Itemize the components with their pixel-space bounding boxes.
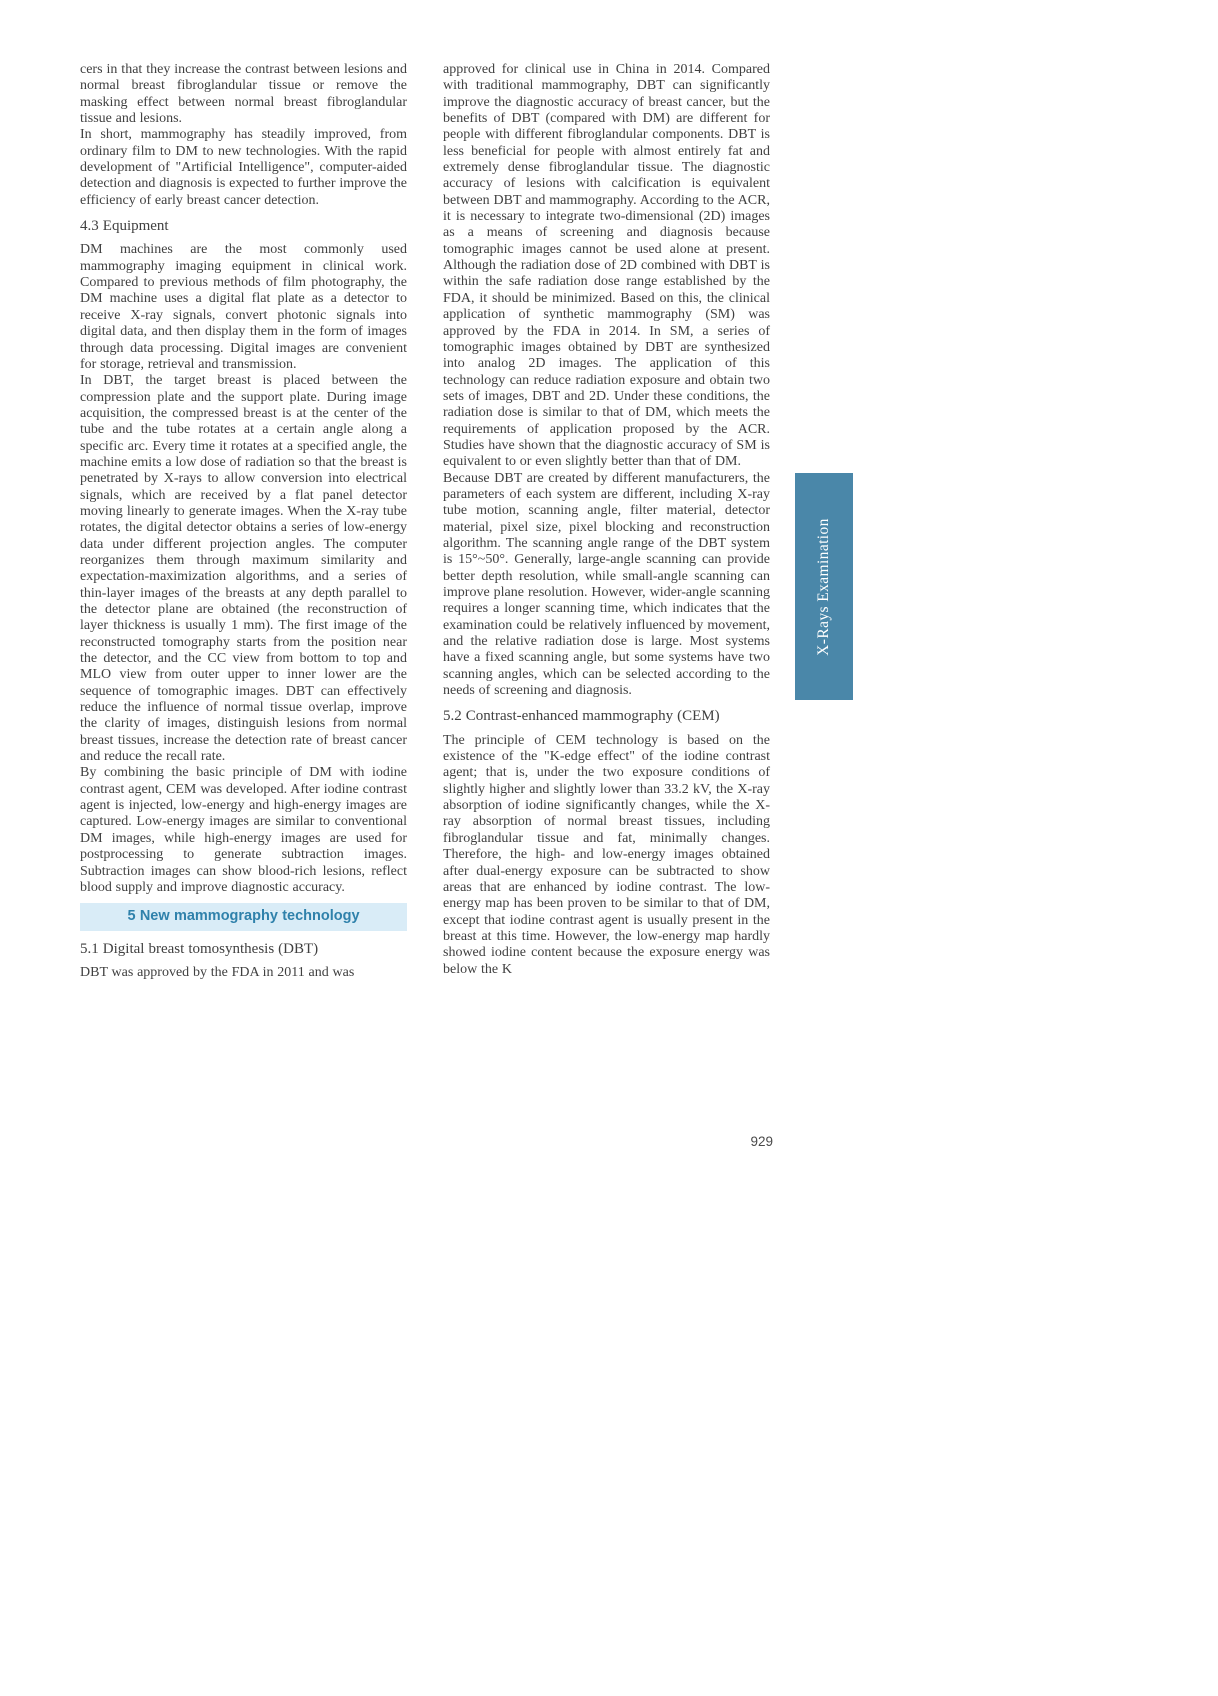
left-column — [80, 62, 407, 981]
body-paragraph: By combining the basic principle of DM with iodine contrast agent, CEM was developed. After iodine contrast agent is injected, low-energy and high-energy images are captured. Low-energy images are similar to conventional DM images, while high-energy images are used for postprocessing to generate subtraction images. Subtraction images can show blood-rich lesions, reflect blood supply and improve diagnostic accuracy. — [80, 765, 407, 895]
chapter-edge-tab-label: X-Rays Examination — [815, 517, 833, 656]
page-number: 929 — [750, 1134, 773, 1149]
subsection-heading-dbt: 5.1 Digital breast tomosynthesis (DBT) — [80, 940, 319, 957]
body-paragraph: DBT was approved by the FDA in 2011 and was — [80, 964, 355, 980]
body-paragraph: DM machines are the most commonly used mammography imaging equipment in clinical work. Compared to previous methods of film photography, the DM machine uses a digital flat plate as a detector to receive X-ray signals, convert photonic signals into digital data, and then display them in the form of images through data processing. Digital images are convenient for storage, retrieval and transmission. — [80, 242, 407, 372]
text-columns — [80, 62, 770, 981]
body-paragraph: cers in that they increase the contrast between lesions and normal breast fibroglandular tissue or remove the masking effect between normal breast fibroglandular tissue and lesions. — [80, 62, 407, 127]
body-paragraph: approved for clinical use in China in 2014. Compared with traditional mammography, DBT can significantly improve the diagnostic accuracy of breast cancer, but the benefits of DBT (compared with DM) are different for people with different fibroglandular components. DBT is less beneficial for people with almost entirely fat and extremely dense fibroglandular tissue. The diagnostic accuracy of lesions with calcification is equivalent between DBT and mammography. According to the ACR, it is necessary to integrate two-dimensional (2D) images as a means of screening and diagnosis because tomographic images cannot be used alone at present. Although the radiation dose of 2D combined with DBT is within the safe radiation dose range established by the FDA, it should be minimized. Based on this, the clinical application of synthetic mammography (SM) was approved by the FDA in 2014. In SM, a series of tomographic images obtained by DBT are synthesized into analog 2D images. The application of this technology can reduce radiation exposure and obtain two sets of images, DBT and 2D. Under these conditions, the radiation dose is similar to that of DM, which meets the requirements of application proposed by the ACR. Studies have shown that the diagnostic accuracy of SM is equivalent to or even slightly better than that of DM. — [443, 62, 770, 470]
subsection-heading-cem: 5.2 Contrast-enhanced mammography (CEM) — [443, 708, 720, 725]
body-paragraph: The principle of CEM technology is based on the existence of the "K-edge effect" of the iodine contrast agent; that is, under the two exposure conditions of slightly higher and slightly lower than 33.2 kV, the X-ray absorption of iodine significantly changes, while the X-ray absorption of normal breast tissues, including fibroglandular tissue and fat, minimally changes. Therefore, the high- and low-energy images obtained after dual-energy exposure can be subtracted to show areas that are enhanced by iodine contrast. The low-energy map has been proven to be similar to that of DM, except that iodine contrast agent is usually present in the breast at this time. However, the low-energy map hardly showed iodine content because the exposure energy was below the K — [443, 732, 770, 977]
chapter-edge-tab — [795, 473, 853, 700]
section-banner-new-mammography-technology: 5 New mammography technology — [80, 903, 407, 930]
subsection-heading-equipment: 4.3 Equipment — [80, 218, 169, 235]
body-paragraph: In short, mammography has steadily improved, from ordinary film to DM to new technologies. With the rapid development of "Artificial Intelligence", computer-aided detection and diagnosis is expected to further improve the efficiency of early breast cancer detection. — [80, 127, 407, 208]
body-paragraph: In DBT, the target breast is placed between the compression plate and the support plate. During image acquisition, the compressed breast is at the center of the tube and the tube rotates at a certain angle along a specific arc. Every time it rotates at a specified angle, the machine emits a low dose of radiation so that the breast is penetrated by X-rays to allow conversion into electrical signals, which are received by a flat panel detector moving linearly to generate images. When the X-ray tube rotates, the digital detector obtains a series of low-energy data under different projection angles. The computer reorganizes them through maximum similarity and expectation-maximization algorithms, and a series of thin-layer images of the breasts at any depth parallel to the detector plane are obtained (the reconstruction of layer thickness is usually 1 mm). The first image of the reconstructed tomography starts from the position near the detector, and the CC view from bottom to top and MLO view from outer upper to inner lower are the sequence of tomographic images. DBT can effectively reduce the influence of normal tissue overlap, improve the clarity of images, distinguish lesions from normal breast tissues, increase the detection rate of breast cancer and reduce the recall rate. — [80, 373, 407, 765]
right-column — [443, 62, 770, 981]
body-paragraph: Because DBT are created by different manufacturers, the parameters of each system are different, including X-ray tube motion, scanning angle, filter material, detector material, pixel size, pixel blocking and reconstruction algorithm. The scanning angle range of the DBT system is 15°~50°. Generally, large-angle scanning can provide better depth resolution, while small-angle scanning can improve plane resolution. However, wider-angle scanning requires a longer scanning time, which indicates that the examination could be relatively influenced by movement, and the relative radiation dose is large. Most systems have a fixed scanning angle, but some systems have two scanning angles, which can be selected according to the needs of screening and diagnosis. — [443, 470, 770, 699]
